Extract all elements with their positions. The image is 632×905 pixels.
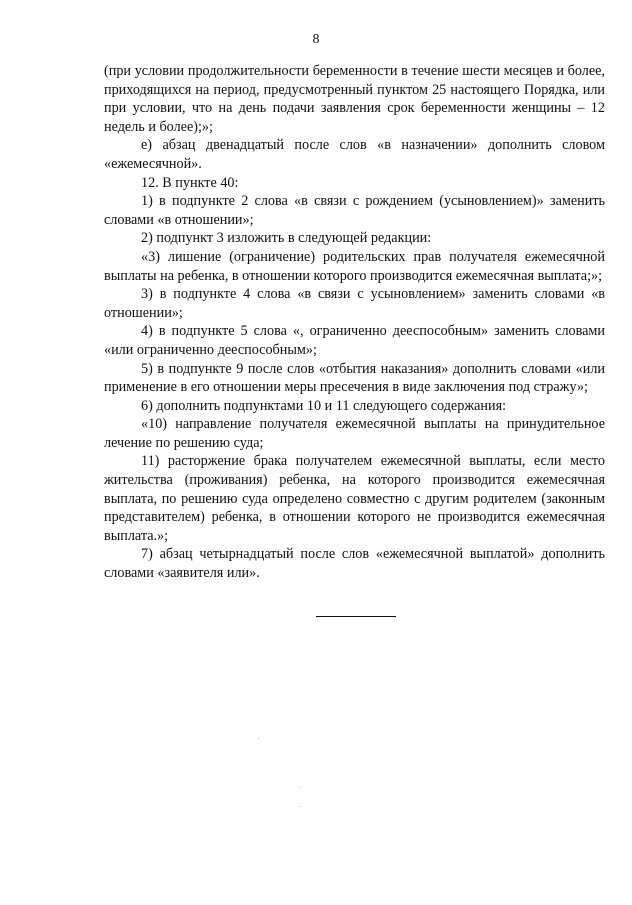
paragraph: «3) лишение (ограничение) родительских прав получателя ежемесячной выплаты на ребенка, в отношении которого производится ежемесячная выплата;»;: [104, 248, 605, 284]
paragraph: 12. В пункте 40:: [141, 174, 239, 191]
paragraph: 2) подпункт 3 изложить в следующей редакции:: [141, 230, 432, 247]
paragraph: 5) в подпункте 9 после слов «отбытия наказания» дополнить словами «или применение в его отношении меры пресечения в виде заключения под стражу»;: [104, 360, 605, 396]
page-number: 8: [312, 32, 320, 47]
paragraph: 3) в подпункте 4 слова «в связи с усыновлением» заменить словами «в отношении»;: [104, 286, 605, 321]
scan-speck: [300, 806, 301, 807]
paragraph: «10) направление получателя ежемесячной выплаты на принудительное лечение по решению суда;: [104, 416, 605, 451]
paragraph: (при условии продолжительности беременности в течение шести месяцев и более, приходящихся на период, предусмотренный пунктом 25 настоящего Порядка, или при условии, что на день подачи заявления срок беременности женщины – 12 недель и более);»;: [104, 63, 605, 135]
scan-speck: [258, 738, 259, 739]
paragraph: 4) в подпункте 5 слова «, ограниченно дееспособным» заменить словами «или ограниченно дееспособным»;: [104, 323, 605, 358]
paragraph: е) абзац двенадцатый после слов «в назначении» дополнить словом «ежемесячной».: [104, 137, 605, 172]
paragraph: 7) абзац четырнадцатый после слов «ежемесячной выплатой» дополнить словами «заявителя или».: [104, 546, 605, 582]
paragraph: 11) расторжение брака получателем ежемесячной выплаты, если место жительства (проживания) ребенка, на которого производится ежемесячная выплата, по решению суда определено совместно с другим родителем (законным представителем) ребенка, в отношении которого не производится ежемесячная выплата.»;: [104, 453, 605, 544]
paragraph: 6) дополнить подпунктами 10 и 11 следующего содержания:: [141, 397, 507, 414]
document-body: [104, 62, 605, 583]
separator-line: [316, 616, 396, 617]
scan-speck: [300, 787, 301, 788]
paragraph: 1) в подпункте 2 слова «в связи с рождением (усыновлением)» заменить словами «в отношении»;: [104, 193, 605, 228]
